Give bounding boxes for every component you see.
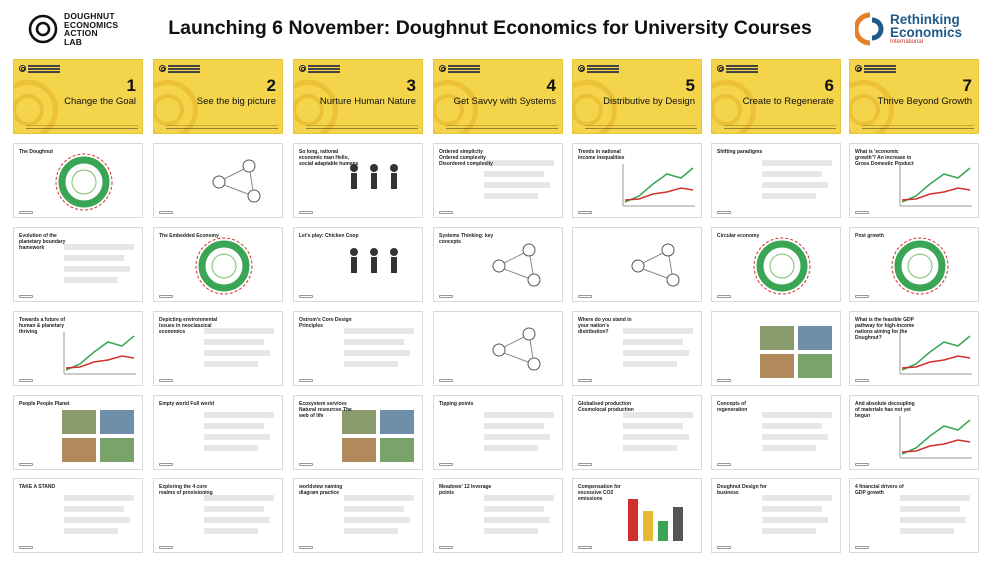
unit-number: 6 (824, 76, 834, 95)
unit-title-slide[interactable] (153, 59, 283, 134)
slide-heading: Depicting environmental issues in neoclassical economics (159, 317, 218, 335)
doughnut-rings-icon (711, 80, 756, 134)
unit-title-slide[interactable] (433, 59, 563, 134)
doughnut-rings-icon (433, 80, 478, 134)
slide-footer-logo-icon (299, 546, 313, 549)
deal-mini-logo-icon (578, 65, 585, 72)
content-slide[interactable] (849, 311, 979, 386)
slide-footer-logo-icon (439, 295, 453, 298)
slide-footer-logo-icon (19, 379, 33, 382)
slide-footer-logo-icon (439, 463, 453, 466)
slide-footer-logo-icon (19, 211, 33, 214)
slide-footer-logo-icon (717, 379, 731, 382)
re-logo-icon (855, 12, 885, 46)
doughnut-rings-icon (293, 80, 338, 134)
deal-mini-logo-text (28, 65, 60, 67)
slide-footer-logo-icon (855, 546, 869, 549)
slide-footer-logo-icon (439, 546, 453, 549)
slide-footer-logo-icon (855, 463, 869, 466)
slide-footer-logo-icon (578, 295, 592, 298)
slide-heading: Shifting paradigms (717, 149, 763, 155)
unit-name: Thrive Beyond Growth (877, 96, 972, 107)
content-slide[interactable] (711, 227, 841, 302)
content-slide[interactable] (711, 478, 841, 553)
content-slide[interactable] (13, 395, 143, 470)
slide-heading: Towards a future of human & planetary thriving (19, 317, 66, 335)
unit-name: Nurture Human Nature (319, 96, 416, 107)
deal-logo-line-3: ACTION (64, 28, 98, 38)
deal-mini-logo-text (308, 65, 340, 67)
slide-heading: Ordered simplicity Ordered complexity Disordered complexity (439, 149, 493, 167)
slide-footer-logo-icon (19, 295, 33, 298)
slide-footer-logo-icon (439, 211, 453, 214)
content-slide[interactable] (711, 143, 841, 218)
re-logo-line-1: Rethinking (890, 11, 960, 27)
slide-footer-text (446, 128, 558, 130)
deal-mini-logo-icon (717, 65, 724, 72)
re-logo-text (890, 13, 962, 46)
unit-number: 4 (546, 76, 556, 95)
deal-mini-logo-icon (299, 65, 306, 72)
unit-title-slide[interactable] (711, 59, 841, 134)
slide-footer-logo-icon (159, 463, 173, 466)
content-slide[interactable] (13, 227, 143, 302)
content-slide[interactable] (153, 143, 283, 218)
unit-title-slide[interactable] (849, 59, 979, 134)
slide-heading: Circular economy (717, 233, 760, 239)
sketch-map-icon (434, 312, 562, 385)
slide-footer-logo-icon (855, 211, 869, 214)
content-slide[interactable] (153, 311, 283, 386)
content-slide[interactable] (433, 143, 563, 218)
slide-footer-logo-icon (578, 463, 592, 466)
content-slide[interactable] (572, 478, 702, 553)
content-slide[interactable] (849, 395, 979, 470)
page-title: Launching 6 November: Doughnut Economics for University Courses (168, 17, 812, 39)
content-slide[interactable] (433, 227, 563, 302)
header (0, 0, 1000, 58)
flow-diagram-icon (154, 144, 282, 217)
slide-heading: Trends in national income inequalities (578, 149, 625, 161)
slide-footer-text (166, 128, 278, 130)
deal-logo-text (64, 12, 118, 46)
deal-mini-logo-icon (19, 65, 26, 72)
content-slide[interactable] (13, 311, 143, 386)
content-slide[interactable] (849, 227, 979, 302)
slide-heading: And absolute decoupling of materials has not yet begun (855, 401, 915, 419)
slide-heading: Exploring the 4 core realms of provisioning (159, 484, 213, 496)
content-slide[interactable] (293, 143, 423, 218)
doughnut-rings-icon (849, 80, 894, 134)
slide-heading: Let's play: Chicken Coop (299, 233, 359, 239)
doughnut-rings-icon (572, 80, 617, 134)
slide-heading: Globalised production Cosmolocal production (578, 401, 634, 413)
unit-title-slide[interactable] (572, 59, 702, 134)
content-slide[interactable] (433, 395, 563, 470)
slide-heading: What is 'economic growth'? An increase in Gross Domestic Product (855, 149, 914, 167)
slide-footer-logo-icon (19, 546, 33, 549)
slide-heading: People People Planet (19, 401, 70, 407)
slide-heading: The Doughnut (19, 149, 53, 155)
content-slide[interactable] (153, 395, 283, 470)
slide-heading: Post growth (855, 233, 884, 239)
slide-footer-logo-icon (578, 211, 592, 214)
slide-heading: TAKE A STAND (19, 484, 56, 490)
slide-footer-text (306, 128, 418, 130)
slide-heading: worldview naming diagram practice (299, 484, 343, 496)
slide-heading: Meadows' 12 leverage points (439, 484, 492, 496)
slide-heading: Doughnut Design for business (717, 484, 767, 496)
content-slide[interactable] (572, 143, 702, 218)
network-icon (573, 228, 701, 301)
unit-name: Change the Goal (64, 96, 136, 107)
slide-footer-logo-icon (159, 379, 173, 382)
unit-number: 1 (126, 76, 136, 95)
content-slide[interactable] (849, 478, 979, 553)
slide-footer-logo-icon (19, 463, 33, 466)
slide-heading: What is the feasible GDP pathway for high-income nations aiming for the Doughnut? (855, 317, 915, 341)
slide-heading: Systems Thinking: key concepts (439, 233, 494, 245)
deal-mini-logo-icon (855, 65, 862, 72)
slide-footer-logo-icon (159, 211, 173, 214)
content-slide[interactable] (849, 143, 979, 218)
slide-heading: Ecosystem services Natural resources The web of life (299, 401, 352, 419)
slide-heading: Tipping points (439, 401, 474, 407)
slide-footer-logo-icon (439, 379, 453, 382)
slide-footer-logo-icon (717, 546, 731, 549)
doughnut-rings-icon (13, 80, 58, 134)
slide-heading: Concepts of regeneration (717, 401, 748, 413)
deal-mini-logo-text (587, 65, 619, 67)
unit-name: Distributive by Design (603, 96, 695, 107)
rethinking-economics-logo[interactable] (855, 12, 962, 46)
doughnut-rings-icon (153, 80, 198, 134)
doughnut-logo-icon (28, 14, 58, 44)
deal-logo[interactable] (28, 12, 118, 46)
content-slide[interactable] (572, 311, 702, 386)
slide-footer-logo-icon (299, 463, 313, 466)
content-slide[interactable] (433, 311, 563, 386)
content-slide[interactable] (153, 227, 283, 302)
slide-footer-text (862, 128, 974, 130)
slide-heading: The Embedded Economy (159, 233, 219, 239)
content-slide[interactable] (572, 395, 702, 470)
unit-name: Create to Regenerate (742, 96, 834, 107)
slide-footer-text (26, 128, 138, 130)
deal-mini-logo-text (448, 65, 480, 67)
slide-footer-text (724, 128, 836, 130)
unit-name: Get Savvy with Systems (453, 96, 556, 107)
deal-logo-line-2: ECONOMICS (64, 19, 119, 30)
slide-footer-logo-icon (578, 546, 592, 549)
deal-mini-logo-icon (439, 65, 446, 72)
slide-footer-logo-icon (717, 211, 731, 214)
content-slide[interactable] (572, 227, 702, 302)
deal-logo-line-1: DOUGHNUT (64, 11, 115, 21)
slide-heading: Evolution of the planetary boundary framework (19, 233, 66, 251)
slide-footer-logo-icon (299, 295, 313, 298)
content-slide[interactable] (13, 143, 143, 218)
slide-heading: Ostrom's Core Design Principles (299, 317, 352, 329)
unit-number: 3 (406, 76, 416, 95)
unit-number: 5 (685, 76, 695, 95)
slide-footer-logo-icon (578, 379, 592, 382)
re-logo-line-2: Economics (890, 24, 963, 40)
content-slide[interactable] (293, 478, 423, 553)
content-slide[interactable] (293, 395, 423, 470)
slide-heading: Empty world Full world (159, 401, 214, 407)
content-slide[interactable] (293, 227, 423, 302)
content-slide[interactable] (293, 311, 423, 386)
unit-name: See the big picture (196, 96, 276, 107)
slide-footer-logo-icon (717, 463, 731, 466)
content-slide[interactable] (433, 478, 563, 553)
deal-mini-logo-text (168, 65, 200, 67)
content-slide[interactable] (153, 478, 283, 553)
slide-grid (13, 59, 987, 553)
content-slide[interactable] (711, 311, 841, 386)
unit-title-slide[interactable] (13, 59, 143, 134)
content-slide[interactable] (711, 395, 841, 470)
slide-footer-logo-icon (299, 211, 313, 214)
slide-heading: 4 financial drivers of GDP growth (855, 484, 904, 496)
regeneration-photos-icon (712, 312, 840, 385)
re-logo-line-3: International (890, 38, 924, 45)
deal-mini-logo-icon (159, 65, 166, 72)
unit-title-slide[interactable] (293, 59, 423, 134)
deal-mini-logo-text (726, 65, 758, 67)
slide-footer-logo-icon (299, 379, 313, 382)
slide-footer-logo-icon (717, 295, 731, 298)
slide-heading: So long, rational economic man Hello, social adaptable humans (299, 149, 359, 167)
slide-footer-logo-icon (855, 379, 869, 382)
slide-footer-logo-icon (855, 295, 869, 298)
slide-footer-logo-icon (159, 295, 173, 298)
deal-logo-line-4: LAB (64, 36, 83, 47)
slide-heading: Compensation for excessive CO2 emissions (578, 484, 621, 502)
slide-footer-logo-icon (159, 546, 173, 549)
slide-heading: Where do you stand in your nation's distribution? (578, 317, 632, 335)
deal-mini-logo-text (864, 65, 896, 67)
content-slide[interactable] (13, 478, 143, 553)
unit-number: 7 (962, 76, 972, 95)
unit-number: 2 (266, 76, 276, 95)
slide-footer-text (585, 128, 697, 130)
